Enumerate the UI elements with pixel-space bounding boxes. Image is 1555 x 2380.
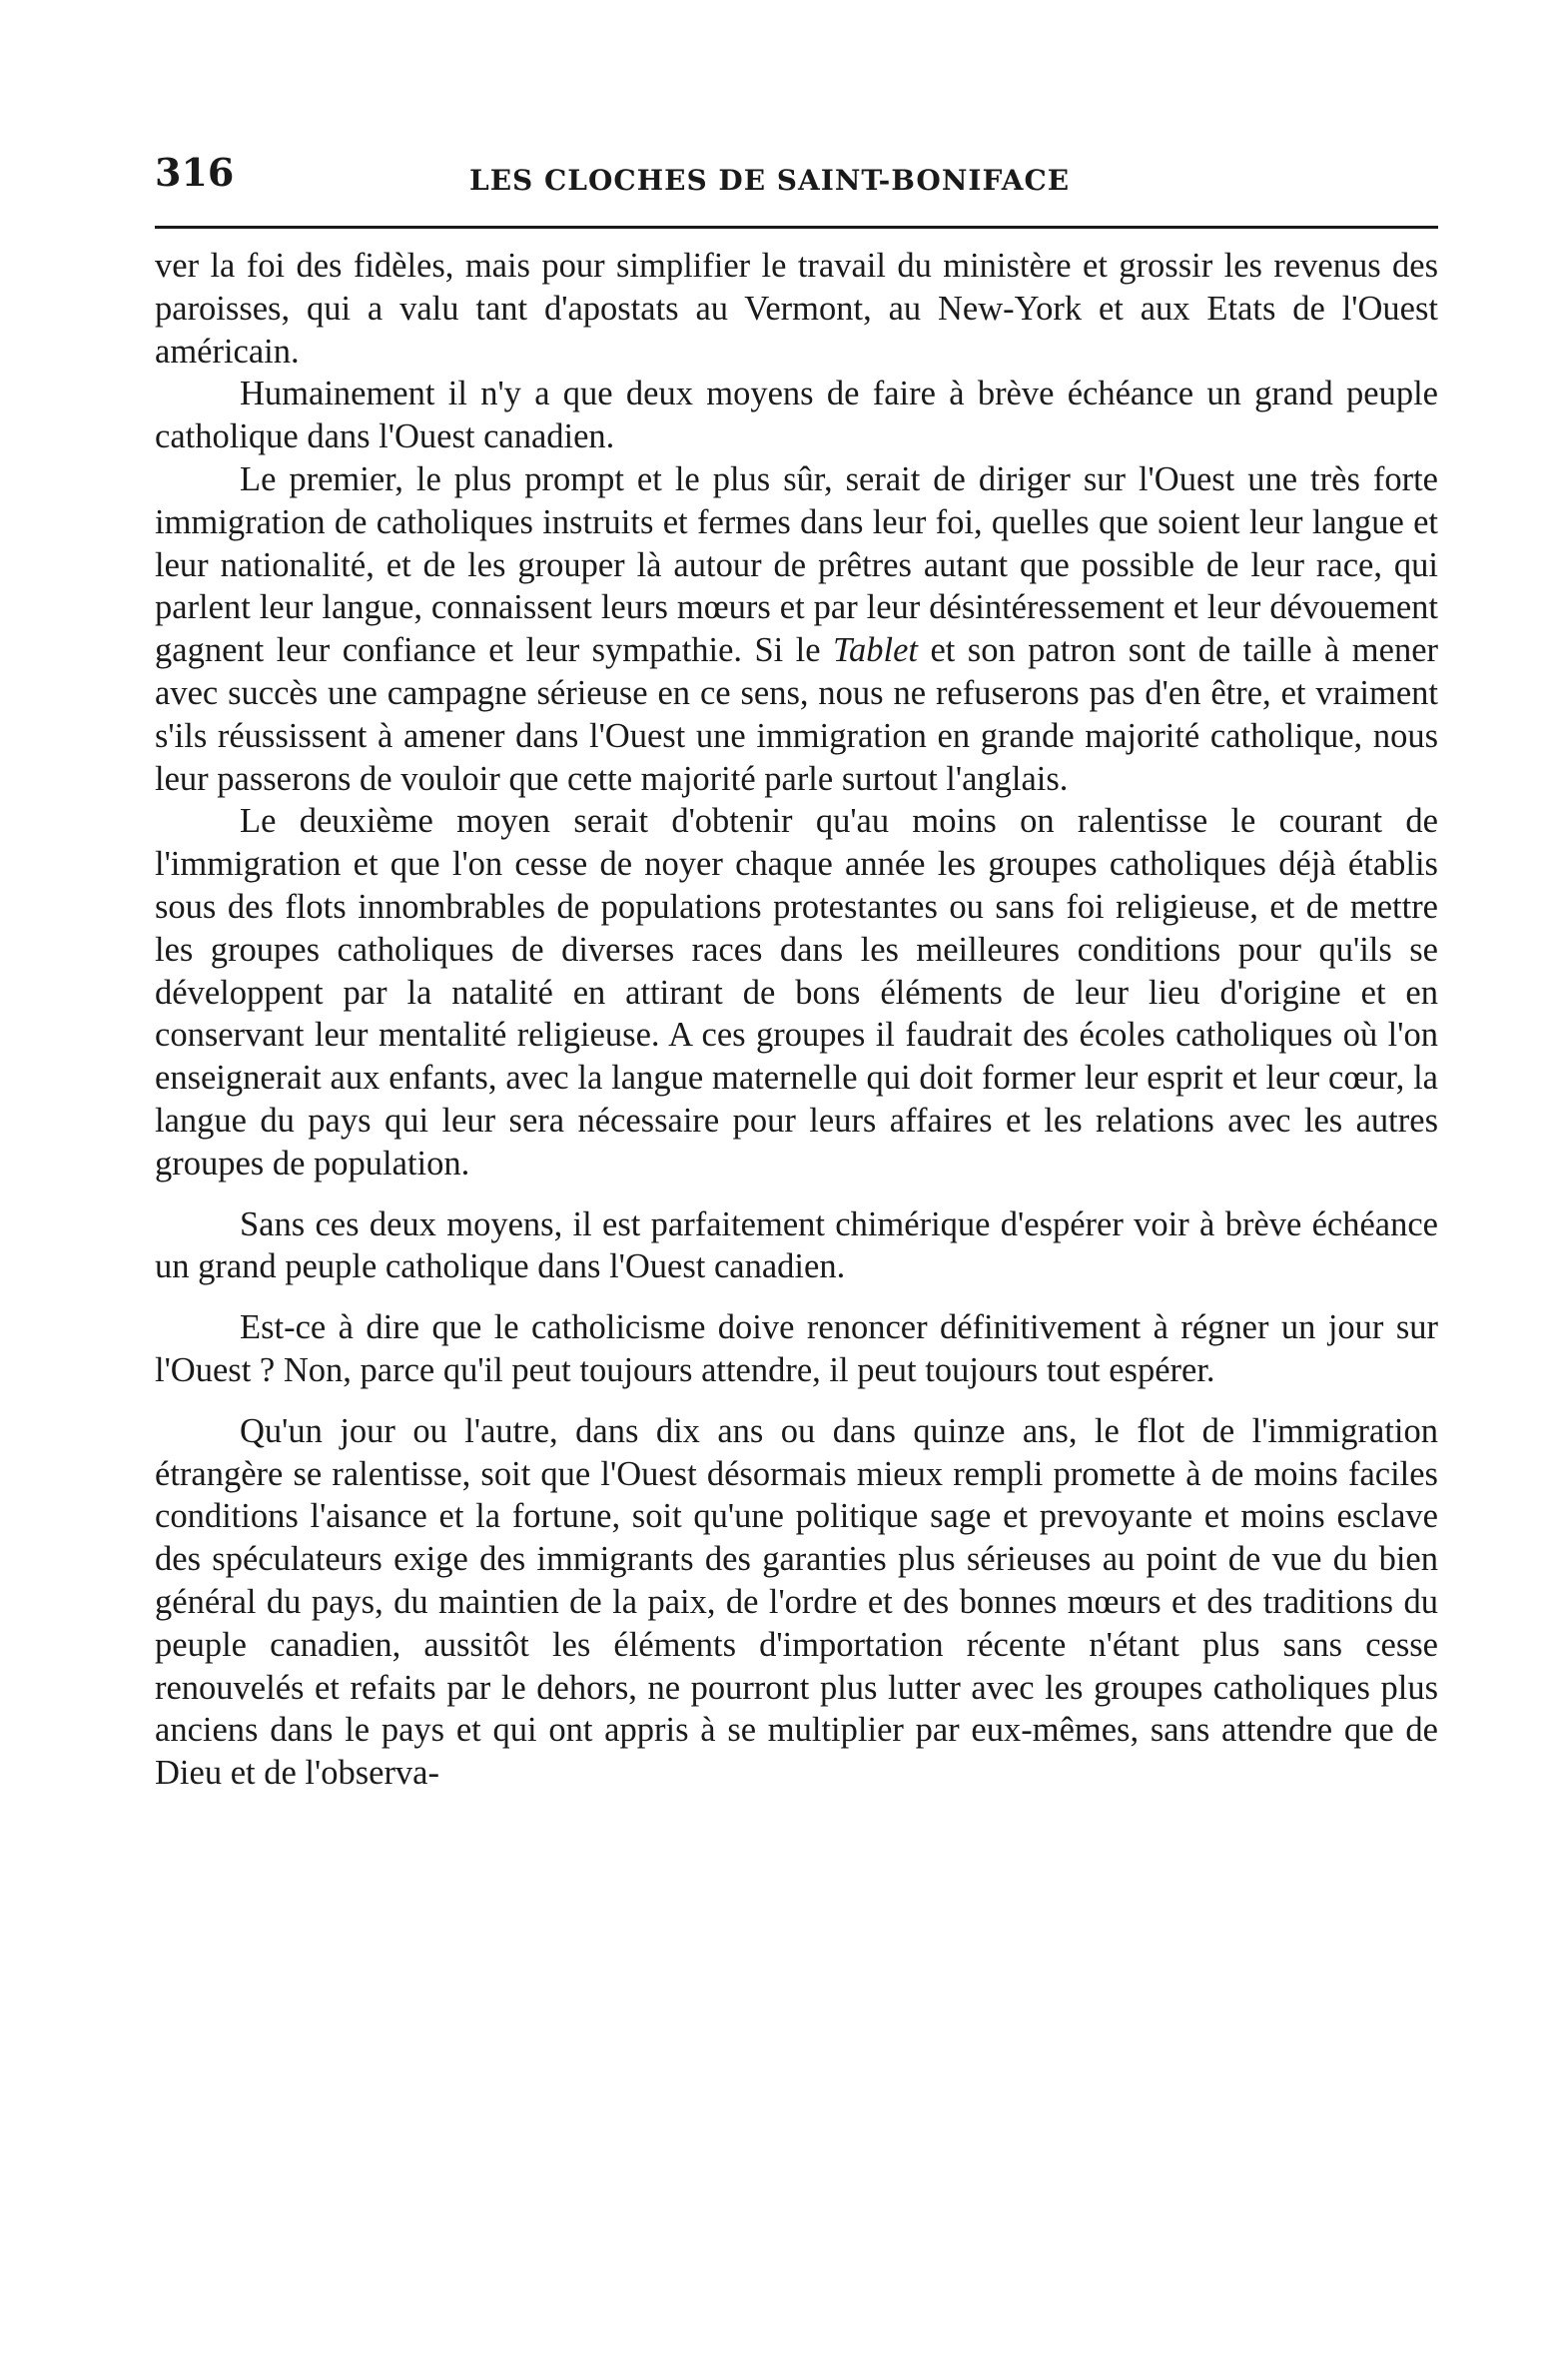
header-rule bbox=[155, 226, 1438, 229]
paragraph-2: Humainement il n'y a que deux moyens de faire à brève échéance un grand peuple catholique dans l'Ouest canadien. bbox=[155, 375, 1438, 456]
book-page bbox=[155, 140, 1438, 1795]
running-head bbox=[155, 140, 1438, 200]
tablet-title: Tablet bbox=[833, 631, 919, 670]
paragraph-6: Est-ce à dire que le catholicisme doive renoncer définitivement à régner un jour sur l'Ouest ? Non, parce qu'il peut toujours attendre, il peut toujours tout espérer. bbox=[155, 1308, 1438, 1389]
paragraph-3 bbox=[155, 458, 1438, 800]
paragraph-5: Sans ces deux moyens, il est parfaitement chimérique d'espérer voir à brève échéance un grand peuple catholique dans l'Ouest canadien. bbox=[155, 1204, 1438, 1286]
paragraph-3-part-1: Le premier, le plus prompt et le plus sûr, serait de diriger sur l'Ouest une très forte immigration de catholiques instruits et fermes dans leur foi, quelles que soient leur langue et leur nationalité, et de les grouper là autour de prêtres autant que possible de leur race, qui parlent leur langue, connaissent leurs mœurs et par leur désintéressement et leur dévouement gagnent leur confiance et leur sympathie. Si le bbox=[155, 459, 1438, 670]
paragraph-4: Le deuxième moyen serait d'obtenir qu'au moins on ralentisse le courant de l'immigration et que l'on cesse de noyer chaque année les groupes catholiques déjà établis sous des flots innombrables de populations protestantes ou sans foi religieuse, et de mettre les groupes catholiques de diverses races dans les meilleures conditions pour qu'ils se développent par la natalité en attirant de bons éléments de leur lieu d'origine et en conservant leur mentalité religieuse. A ces groupes il faudrait des écoles catholiques où l'on enseignerait aux enfants, avec la langue maternelle qui doit former leur esprit et leur cœur, la langue du pays qui leur sera nécessaire pour leurs affaires et les relations avec les autres groupes de population. bbox=[155, 802, 1438, 1183]
paragraph-3-part-2: et son patron sont de taille à mener avec succès une campagne sérieuse en ce sens, nous ne refuserons pas d'en être, et vraiment s'ils réussissent à amener dans l'Ouest une immigration en grande majorité catholique, nous leur passerons de vouloir que cette majorité parle surtout l'anglais. bbox=[155, 631, 1438, 798]
body-text bbox=[155, 245, 1438, 1795]
page-number: 316 bbox=[155, 150, 235, 195]
paragraph-1: ver la foi des fidèles, mais pour simplifier le travail du ministère et grossir les revenus des paroisses, qui a valu tant d'apostats au Vermont, au New-York et aux Etats de l'Ouest américain. bbox=[155, 247, 1438, 371]
running-title: LES CLOCHES DE SAINT-BONIFACE bbox=[469, 164, 1071, 197]
paragraph-7: Qu'un jour ou l'autre, dans dix ans ou dans quinze ans, le flot de l'immigration étrangère se ralentisse, soit que l'Ouest désormais mieux rempli promette à de moins faciles conditions l'aisance et la fortune, soit qu'une politique sage et prevoyante et moins esclave des spéculateurs exige des immigrants des garanties plus sérieuses au point de vue du bien général du pays, du maintien de la paix, de l'ordre et des bonnes mœurs et des traditions du peuple canadien, aussitôt les éléments d'importation récente n'étant plus sans cesse renouvelés et refaits par le dehors, ne pourront plus lutter avec les groupes catholiques plus anciens dans le pays et qui ont appris à se multiplier par eux-mêmes, sans attendre que de Dieu et de l'observa- bbox=[155, 1411, 1438, 1793]
